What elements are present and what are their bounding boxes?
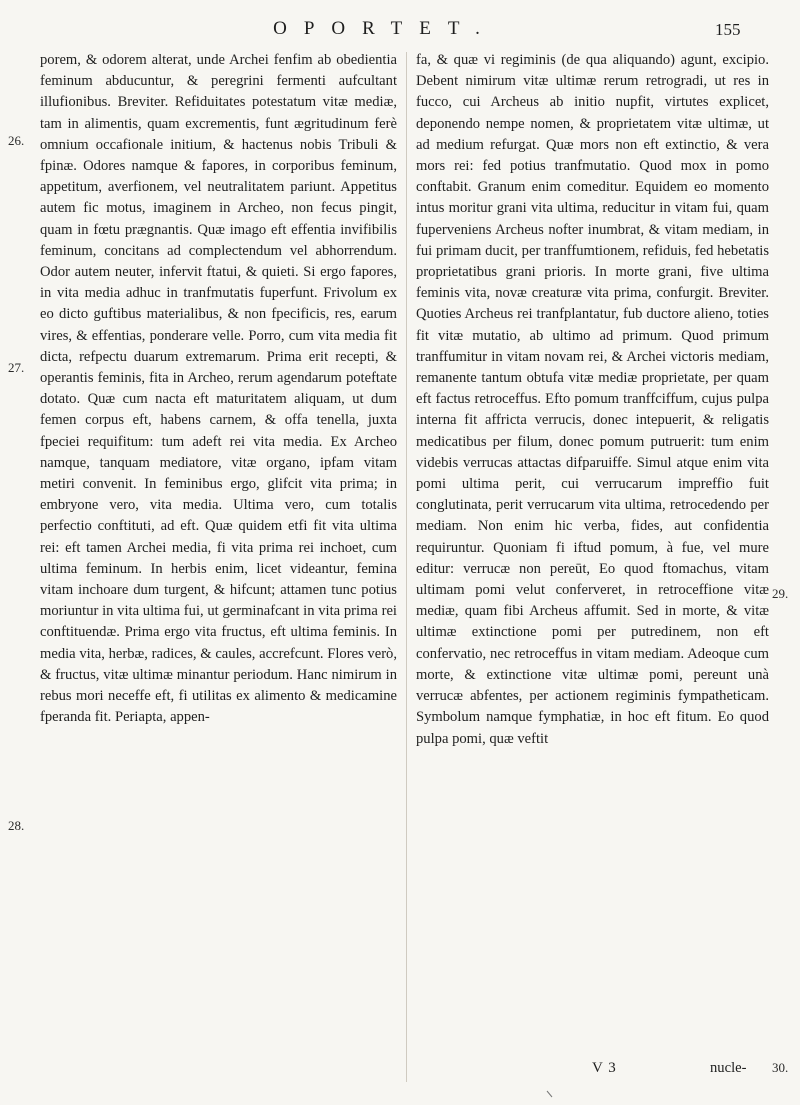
margin-number-29: 29. — [772, 586, 789, 601]
left-column-text: porem, & odorem alterat, unde Archei fenfim ab obedientia feminum abducuntur, & peregrini fermenti aufcultant illufionibus. Breviter. Refiduitates potestatum vitæ mediæ, tam in alimentis, quam excrementis, funt ægritudinum ferè omnium occafionale initium, & hactenus nobis Tribuli & fpinæ. Odores namque & fapores, in corporibus feminum, appetitum, averfionem, vel neutralitatem pariunt. Appetitus autem fic motus, imaginem in Archeo, non fecus pingit, quam in fœtu prægnantis. Quæ imago eft effentia invifibilis feminum, concitans ad complectendum vel abhorrendum. Odor autem neuter, infervit ftatui, & quieti. Si ergo fapores, in vita media adhuc in tranfmutatis fuperfunt. Frivolum ex eo dicto guftibus materialibus, & non fpecificis, res, earum vires, & effentias, ponderare velle. Porro, cum vita media fit dicta, refpectu duarum extremarum. Prima erit recepti, & operantis feminis, fita in Archeo, rerum agendarum poteftate dotato. Quæ cum nacta eft maturitatem aliquam, ut dum femen corpus eft, habens carnem, & offa tenella, juxta fpeciei requifitum: tum adeft rei vita media. Ex Archeo namque, tanquam mediatore, vitæ organo, ipfam vitam metiri convenit. In feminibus ergo, glifcit vita prima; in embryone vero, vita media. Ultima vero, cum totalis perfectio conftituti, ad eft. Quæ quidem etfi fit vita ultima rei: eft tamen Archei media, fi vita prima rei inchoet, cum ultima feminum. In herbis enim, licet videantur, femina vitam inchoare dum turgent, & hifcunt; attamen tunc potius moriuntur in vita ultima fui, ut germinafcant in vita prima rei conftituendæ. Prima ergo vita fructus, eft ultima feminis. In media vita, herbæ, radices, & caules, accrefcunt. Flores verò, & fructus, vitæ ultimæ minantur periodum. Hanc nimirum in rebus mori neceffe eft, fi utilitas ex alimento & medicamine fperanda fit. Periapta, appen- — [40, 52, 397, 726]
signature-mark: V 3 — [592, 1060, 617, 1076]
margin-number-27: 27. — [8, 360, 25, 375]
catchword: nucle- — [710, 1060, 747, 1076]
margin-number-28: 28. — [8, 818, 25, 833]
page-number: 155 — [715, 20, 741, 39]
running-head — [0, 18, 800, 44]
right-column-text: fa, & quæ vi regiminis (de qua aliquando) agunt, excipio. Debent nimirum vitæ ultimæ rerum retrogradi, ut res in fucco, cui Archeus ab initio nupfit, virtutes explicet, deponendo nempe nomen, & proprietatem vitæ ultimæ, ut ad medium refurgat. Quæ mors non eft extinctio, & vera mors rei: fed potius tranfmutatio. Quod mox in pomo conftabit. Granum enim comeditur. Equidem eo momento intus moritur grani vita ultima, reducitur in vitam fui, quam fuperveniens Archeus nofter inumbrat, & vitam mediam, in fui primam ducit, per tranffumtionem, refiduis, fed hebetatis proprietatibus grani prioris. In morte grani, five ultima feminis vita, novæ creaturæ vita prima, confurgit. Breviter. Quoties Archeus rei tranfplantatur, fub ductore alieno, toties fit vitæ mutatio, ab ultimo ad primum. Quod primum tranffumitur in vitam novam rei, & Archei victoris mediam, remanente tantum obtufa vitæ mediæ proprietate, per quam eft factus retroceffus. Efto pomum tranffciffum, cujus pulpa interna fit affricta verrucis, donec intepuerit, & religatis medicatibus per filum, donec pomum putruerit: tum enim videbis verrucas attactas difparuiffe. Simul atque enim vita pomi ultima perit, cui verrucarum impreffio fuit conglutinata, perit verrucarum vita ultima, retrocedendo per mediam. Non enim hic verba, fides, aut confidentia requiruntur. Quoniam fi iftud pomum, à fue, vel mure editur: verrucæ non pereūt, Eo quod ftomachus, vitam ultimam pomi velut conferveret, in retroceffione vitæ mediæ, quam fibi Archeus affumit. Sed in morte, & vitæ ultimæ extinctione pomi per putredinem, non eft confervatio, nec retroceffus in vitam mediam. Adeoque cum morte, & extinctione vitæ ultimæ pomi, pereunt unà verrucæ abfentes, per actionem regiminis fympatheticam. Symbolum namque fymphatiæ, in hoc eft fitum. Eo quod pulpa pomi, quæ veftit — [416, 52, 769, 747]
margin-number-30: 30. — [772, 1060, 789, 1075]
left-column — [40, 50, 397, 729]
column-divider — [406, 52, 407, 1082]
right-column — [416, 50, 769, 750]
ink-smudge-mark — [546, 1090, 554, 1098]
margin-number-26: 26. — [8, 133, 25, 148]
running-title: OPORTET. — [273, 18, 497, 39]
